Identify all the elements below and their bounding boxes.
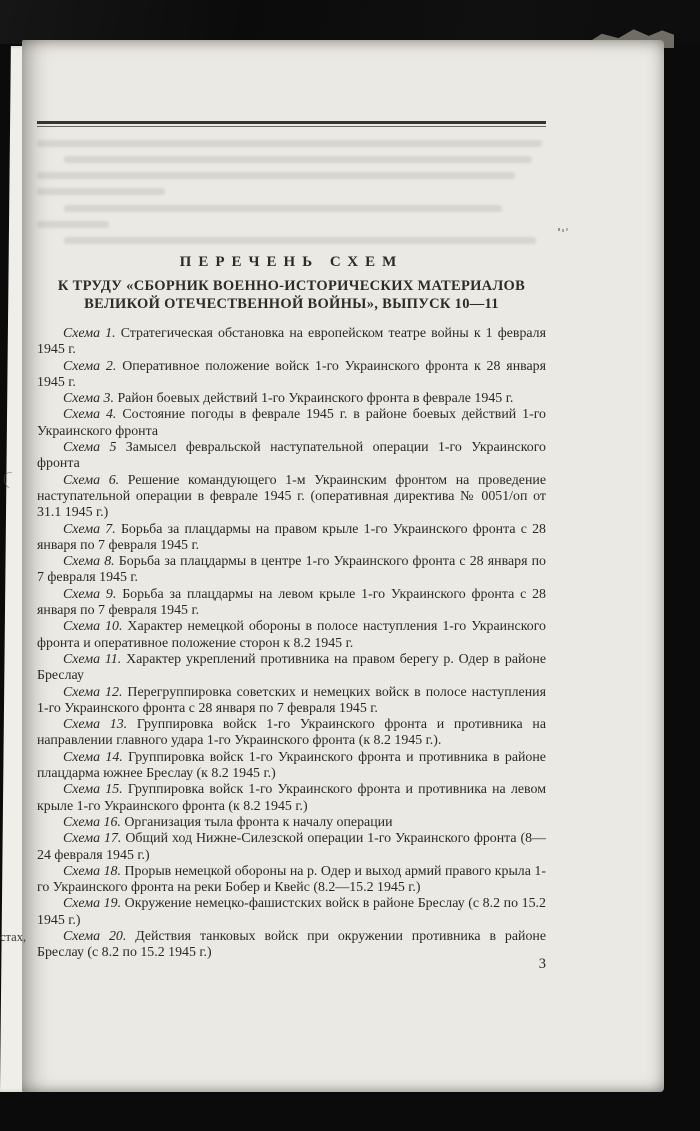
schema-label: Схема 8. xyxy=(63,554,115,570)
list-of-schemes xyxy=(37,326,546,962)
schema-label: Схема 16. xyxy=(63,814,121,830)
list-item xyxy=(37,326,546,359)
schema-label: Схема 13. xyxy=(63,717,128,733)
adjacent-page-text-fragment: стах, xyxy=(0,930,27,944)
schema-label: Схема 19. xyxy=(63,896,122,912)
page-subtitle xyxy=(37,278,546,313)
schema-text: Состояние погоды в феврале 1945 г. в районе боевых действий 1-го Украинского фронта xyxy=(37,407,546,439)
bleed-through-artifact xyxy=(64,205,502,212)
schema-label: Схема 3. xyxy=(63,391,114,407)
list-item xyxy=(37,359,546,392)
schema-label: Схема 15. xyxy=(63,782,123,798)
schema-label: Схема 18. xyxy=(63,863,121,879)
page-title: ПЕРЕЧЕНЬ СХЕМ xyxy=(179,254,404,270)
bleed-through-artifact xyxy=(37,140,542,147)
schema-label: Схема 10. xyxy=(63,619,123,635)
list-item xyxy=(37,864,546,897)
list-item xyxy=(37,815,546,831)
list-item xyxy=(37,587,546,620)
bleed-through-artifact xyxy=(37,221,109,228)
schema-label: Схема 17. xyxy=(63,831,122,847)
schema-text: Борьба за плацдармы в центре 1-го Украинского фронта с 28 января по 7 февраля 1945 г. xyxy=(37,554,546,586)
paper-speck-artifact xyxy=(558,228,560,231)
page-number: 3 xyxy=(538,956,546,972)
schema-label: Схема 2. xyxy=(63,358,117,374)
schema-text: Организация тыла фронта к началу операции xyxy=(124,814,393,830)
list-item xyxy=(37,831,546,864)
list-item xyxy=(37,473,546,522)
schema-text: Стратегическая обстановка на европейском театре войны к 1 февраля 1945 г. xyxy=(37,326,546,358)
schema-label: Схема 14. xyxy=(63,749,123,765)
schema-label: Схема 1. xyxy=(63,326,116,341)
schema-label: Схема 9. xyxy=(63,586,117,602)
list-item xyxy=(37,652,546,685)
page-subtitle-line1: К ТРУДУ «СБОРНИК ВОЕННО-ИСТОРИЧЕСКИХ МАТЕРИАЛОВ xyxy=(57,278,526,294)
scan-border-noise xyxy=(0,0,700,44)
page-subtitle-line2: ВЕЛИКОЙ ОТЕЧЕСТВЕННОЙ ВОЙНЫ», ВЫПУСК 10—11 xyxy=(84,295,499,312)
list-item xyxy=(37,782,546,815)
schema-text: Действия танковых войск при окружении противника в районе Бреслау (с 8.2 по 15.2 1945 г.) xyxy=(37,928,546,961)
schema-label: Схема 12. xyxy=(63,684,123,700)
bleed-through-artifact xyxy=(64,156,532,163)
schema-label: Схема 6. xyxy=(63,472,120,488)
schema-text: Группировка войск 1-го Украинского фронта и противника в районе плацдарма южнее Бреслау (к 8.2 1945 г.) xyxy=(37,749,546,782)
page-heading xyxy=(37,254,546,313)
schema-text: Группировка войск 1-го Украинского фронта и противника на левом крыле 1-го Украинского фронта (к 8.2 1945 г.) xyxy=(37,782,546,814)
schema-label: Схема 20. xyxy=(63,928,127,944)
schema-text: Прорыв немецкой обороны на р. Одер и выход армий правого крыла 1-го Украинского фронта на реки Бобер и Квейс (8.2—15.2 1945 г.) xyxy=(37,863,546,896)
schema-text: Характер укреплений противника на правом берегу р. Одер в районе Бреслау xyxy=(37,651,546,684)
list-item xyxy=(37,522,546,555)
bleed-through-artifact xyxy=(64,237,536,244)
list-item xyxy=(37,440,546,473)
page-sheet xyxy=(22,40,664,1092)
schema-text: Оперативное положение войск 1-го Украинского фронта к 28 января 1945 г. xyxy=(37,358,546,390)
schema-text: Группировка войск 1-го Украинского фронта и противника на направлении главного удара 1-го Украинского фронта (к 8.2 1945 г.). xyxy=(37,717,546,749)
schema-text: Борьба за плацдармы на правом крыле 1-го Украинского фронта с 28 января по 7 февраля 1945 г. xyxy=(37,521,547,553)
bleed-through-artifact xyxy=(37,188,165,195)
list-item xyxy=(37,407,546,440)
header-rule xyxy=(37,121,546,124)
list-item xyxy=(37,750,546,783)
schema-text: Характер немецкой обороны в полосе наступления 1-го Украинского фронта и оперативное положение сторон к 8.2 1945 г. xyxy=(37,619,546,651)
schema-label: Схема 4. xyxy=(63,407,117,423)
schema-text: Замысел февральской наступательной операции 1-го Украинского фронта xyxy=(37,440,546,472)
schema-text: Борьба за плацдармы на левом крыле 1-го Украинского фронта с 28 января по 7 февраля 1945 г. xyxy=(37,586,546,619)
schema-text: Окружение немецко-фашистских войск в районе Бреслау (с 8.2 по 15.2 1945 г.) xyxy=(37,896,546,928)
schema-label: Схема 11. xyxy=(63,651,122,667)
list-item xyxy=(37,717,546,750)
list-item xyxy=(37,619,546,652)
schema-text: Район боевых действий 1-го Украинского фронта в феврале 1945 г. xyxy=(117,391,514,407)
schema-text: Перегруппировка советских и немецких войск в полосе наступления 1-го Украинского фронта с 28 января по 7 февраля 1945 г. xyxy=(37,684,546,716)
list-item xyxy=(37,896,546,929)
list-item xyxy=(37,554,546,587)
schema-text: Решение командующего 1-м Украинским фронтом на проведение наступательной операции в феврале 1945 г. (оперативная директива № 0051/оп от 31.1 1945 г.) xyxy=(37,472,546,521)
schema-label: Схема 5 xyxy=(63,440,117,456)
bleed-through-artifact xyxy=(37,172,515,179)
list-item xyxy=(37,391,546,407)
schema-text: Общий ход Нижне-Силезской операции 1-го Украинского фронта (8—24 февраля 1945 г.) xyxy=(37,831,546,863)
schema-label: Схема 7. xyxy=(63,521,116,537)
list-item xyxy=(37,685,546,718)
